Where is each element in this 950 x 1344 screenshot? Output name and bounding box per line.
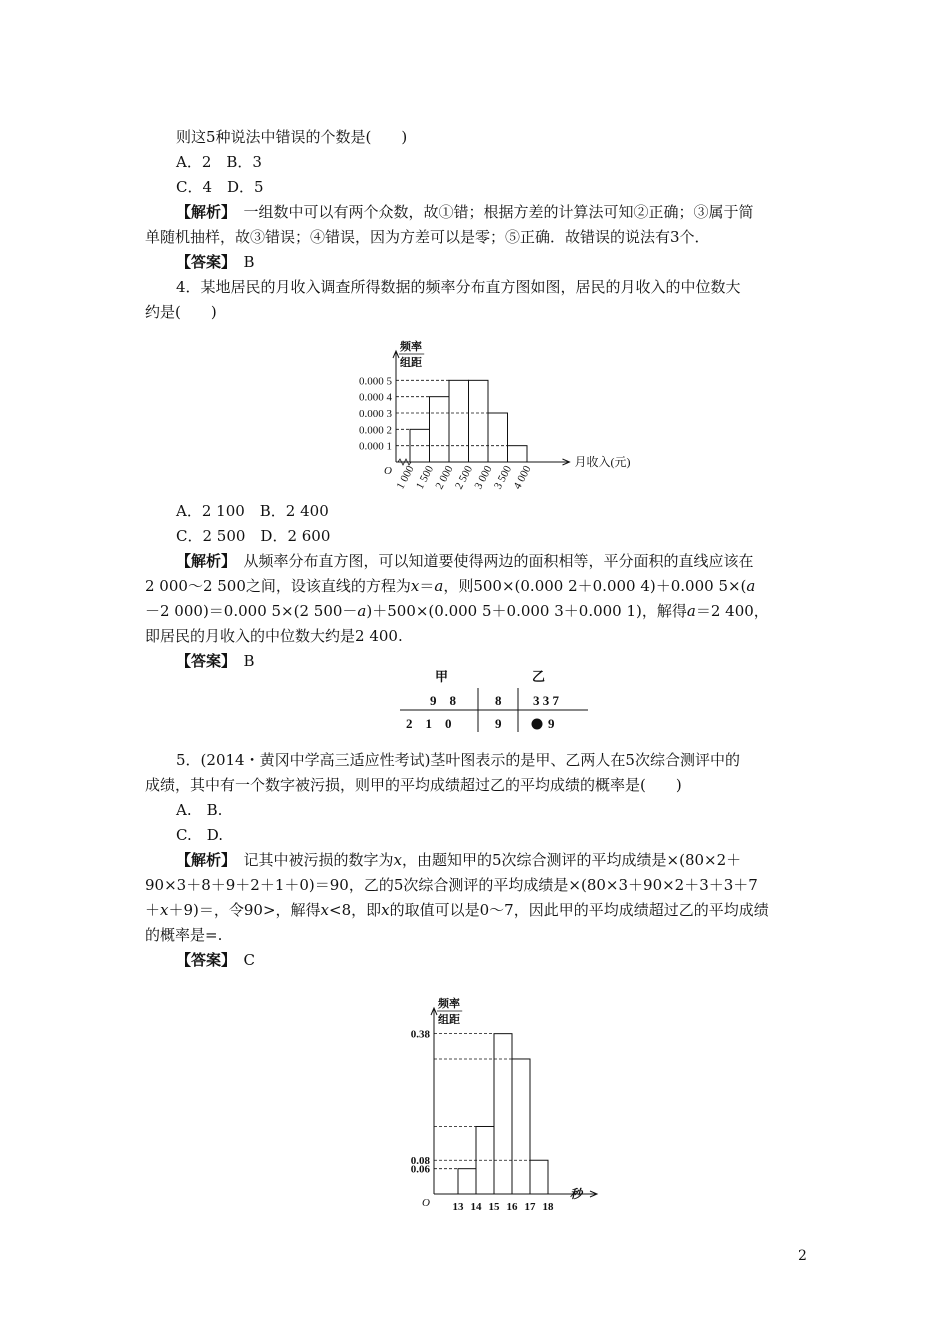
q3-stem: 则这5种说法中错误的个数是( ) (176, 128, 408, 146)
variable: x (320, 901, 330, 919)
answer-tag: 【答案】 (176, 253, 229, 271)
x-tick-label: 15 (488, 1201, 500, 1213)
y-tick-label: 0.000 2 (359, 424, 392, 437)
origin-label: O (422, 1197, 430, 1209)
answer-tag: 【答案】 (176, 652, 229, 670)
q5-analysis-line1 (176, 851, 741, 869)
x-tick-label: 16 (506, 1201, 518, 1213)
q4-analysis-line4: 即居民的月收入的中位数大约是2 400. (145, 627, 403, 645)
y-tick-label: 0.000 4 (359, 391, 392, 404)
analysis-tag: 【解析】 (176, 552, 229, 570)
q3-answer (176, 253, 255, 271)
leaf-left-row2: 2 1 0 (406, 716, 452, 731)
text: ，则500×(0.000 2＋0.000 4)＋0.000 5×( (443, 577, 747, 595)
variable: x (410, 577, 420, 595)
q4-stem-line2: 约是( ) (145, 303, 217, 321)
q5-stem-line1: 5．(2014・黄冈中学高三适应性考试)茎叶图表示的是甲、乙两人在5次综合测评中的 (176, 751, 740, 769)
text: 2 000～2 500之间，设该直线的方程为 (145, 577, 411, 595)
right-header: 乙 (532, 669, 546, 684)
text: <8，即 (329, 901, 382, 919)
y-axis-label-bottom: 组距 (400, 357, 422, 369)
x-tick-label: 2 000 (433, 463, 456, 492)
q4-options-cd: C．2 500 D．2 600 (176, 527, 331, 545)
x-tick-label: 14 (470, 1201, 482, 1213)
seconds-histogram (392, 990, 592, 1220)
analysis-tag: 【解析】 (176, 851, 229, 869)
q3-options-cd: C．4 D．5 (176, 178, 264, 196)
histogram-bar (508, 446, 528, 462)
variable: a (746, 577, 756, 595)
text: ＋9)＝，令90>，解得 (168, 901, 321, 919)
q5-options-ab: A. B. (176, 801, 223, 819)
y-axis-label-top: 频率 (438, 998, 460, 1010)
text: ＋ (145, 901, 161, 919)
left-header: 甲 (435, 669, 449, 684)
text: )＋500×(0.000 5＋0.000 3＋0.000 1)，解得 (366, 602, 687, 620)
q3-analysis-line2: 单随机抽样，故③错误；④错误，因为方差可以是零；⑤正确．故错误的说法有3个． (145, 228, 710, 246)
x-tick-label: 13 (452, 1201, 464, 1213)
variable: x (393, 851, 402, 869)
y-tick-label: 0.000 1 (359, 440, 392, 453)
histogram-bar (530, 1160, 548, 1194)
answer-value: B (228, 652, 255, 670)
x-axis-label: 秒 (570, 1187, 583, 1201)
q4-analysis-line1 (176, 552, 754, 570)
stem-leaf-plot (392, 666, 592, 736)
text: ＝ (419, 577, 435, 595)
origin-label: O (384, 465, 392, 477)
q4-options-ab: A．2 100 B．2 400 (176, 502, 329, 520)
x-tick-label: 1 500 (413, 463, 437, 492)
q3-options-ab: A．2 B．3 (176, 153, 262, 171)
histogram-bar (512, 1059, 530, 1194)
x-tick-label: 1 000 (394, 463, 417, 492)
stem-row1: 8 (495, 693, 502, 708)
y-tick-label: 0.000 3 (359, 408, 392, 420)
y-tick-label: 0.000 5 (359, 375, 392, 388)
x-tick-label: 3 000 (472, 463, 495, 492)
variable: x (381, 901, 390, 919)
y-tick-label: 0.38 (410, 1028, 430, 1041)
text: ，由题知甲的5次综合测评的平均成绩是×(80×2＋ (402, 851, 742, 869)
histogram-bar (430, 397, 450, 462)
income-histogram (340, 318, 640, 508)
x-tick-label: 18 (542, 1201, 554, 1213)
answer-tag: 【答案】 (176, 951, 229, 969)
variable: a (686, 602, 696, 620)
text: 的取值可以是0～7，因此甲的平均成绩超过乙的平均成绩 (389, 901, 769, 919)
q4-stem-line1: 4．某地居民的月收入调查所得数据的频率分布直方图如图，居民的月收入的中位数大 (176, 278, 741, 296)
q5-answer (176, 951, 255, 969)
q4-analysis-line2 (145, 577, 755, 595)
variable: a (357, 602, 367, 620)
histogram-bar (449, 380, 469, 462)
q5-analysis-line3 (145, 901, 769, 919)
histogram-bar (458, 1169, 476, 1194)
q5-analysis-line2: 90×3＋8＋9＋2＋1＋0)＝90，乙的5次综合测评的平均成绩是×(80×3＋90×2＋3＋3＋7 (145, 876, 758, 894)
answer-value: C (228, 951, 255, 969)
x-tick-label: 4 000 (511, 463, 534, 492)
variable: a (434, 577, 444, 595)
analysis-text: 从频率分布直方图，可以知道要使得两边的面积相等，平分面积的直线应该在 (228, 552, 754, 570)
x-tick-label: 3 500 (491, 463, 515, 492)
y-axis-label-top: 频率 (400, 341, 422, 353)
q4-answer (176, 652, 255, 670)
text: 记其中被污损的数字为 (228, 851, 394, 869)
x-axis-label: 月收入(元) (574, 455, 631, 469)
smudged-digit (532, 719, 543, 730)
variable: x (160, 901, 169, 919)
page-number: 2 (798, 1248, 807, 1264)
q5-stem-line2: 成绩，其中有一个数字被污损，则甲的平均成绩超过乙的平均成绩的概率是( ) (145, 776, 682, 794)
x-tick-label: 17 (524, 1201, 536, 1213)
histogram-bar (469, 380, 489, 462)
analysis-text: 一组数中可以有两个众数，故①错；根据方差的计算法可知②正确；③属于简 (228, 203, 754, 221)
text: －2 000)＝0.000 5×(2 500－ (145, 602, 358, 620)
histogram-bar (494, 1034, 512, 1194)
y-axis-label-bottom: 组距 (438, 1014, 460, 1026)
q4-analysis-line3 (145, 602, 769, 620)
analysis-tag: 【解析】 (176, 203, 229, 221)
text: ＝2 400， (695, 602, 769, 620)
histogram-bar (488, 413, 508, 462)
q5-analysis-line4: 的概率是=. (145, 926, 223, 944)
y-tick-label: 0.08 (410, 1155, 430, 1168)
q5-options-cd: C. D. (176, 826, 223, 844)
leaf-right-row2: 9 (548, 716, 555, 731)
leaf-right-row1: 3 3 7 (533, 693, 559, 708)
leaf-left-row1: 9 8 (430, 693, 457, 708)
answer-value: B (228, 253, 255, 271)
x-tick-label: 2 500 (452, 463, 476, 492)
stem-row2: 9 (495, 716, 502, 731)
y-tick-label: 0.06 (410, 1163, 430, 1176)
q3-analysis-line1 (176, 203, 754, 221)
